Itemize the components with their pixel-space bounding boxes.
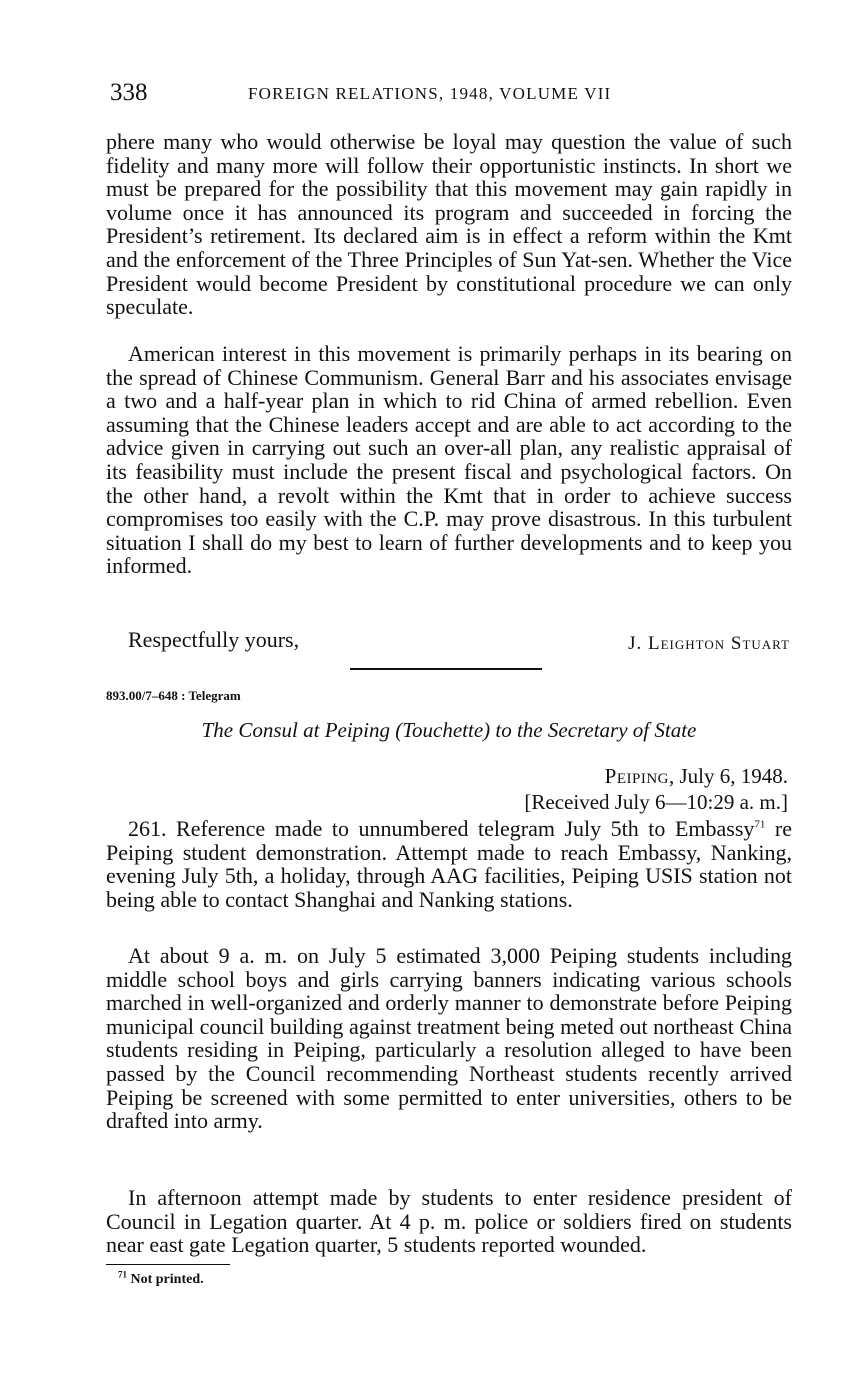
- dateline-place: Peiping: [604, 764, 669, 788]
- body-paragraph-american-interest: American interest in this movement is primarily perhaps in its bearing on the spread of Chinese Communism. General Barr and his associates envisage a two and a half-year plan in which to rid China of armed rebellion. Even assuming that the Chinese leaders accept and are able to act according to the advice given in carrying out such an over-all plan, any realistic appraisal of its feasibility must include the present fiscal and psychological factors. On the other hand, a revolt within the Kmt that in order to achieve success compromises too easily with the C.P. may prove disastrous. In this turbulent situation I shall do my best to learn of further developments and to keep you informed.: [106, 341, 792, 579]
- footnote-reference-marker: 71: [754, 818, 766, 831]
- dateline-date: , July 6, 1948.: [668, 764, 788, 788]
- paragraph-text-before-reference: 261. Reference made to unnumbered telegram July 5th to Embassy: [128, 816, 755, 841]
- page-number: 338: [110, 79, 148, 106]
- footnote: [118, 1271, 204, 1289]
- body-paragraph-demonstration: At about 9 a. m. on July 5 estimated 3,000 Peiping students including middle school boys and girls carrying banners indicating various schools marched in well-organized and orderly manner to demonstrate before Peiping municipal council building against treatment being meted out northeast China students residing in Peiping, particularly a resolution alleged to have been passed by the Council recommending Northeast students recently arrived Peiping be screened with some permitted to enter universities, others to be drafted into army.: [106, 943, 792, 1134]
- footnote-marker: 71: [118, 1269, 127, 1280]
- file-reference: 893.00/7–648 : Telegram: [106, 688, 241, 703]
- body-paragraph-continuation: phere many who would otherwise be loyal may question the value of such fidelity and many more will follow their opportunistic instincts. In short we must be prepared for the possibility that this movement may gain rapidly in volume once it has announced its program and succeeded in forcing the President’s retirement. Its declared aim is in effect a reform within the Kmt and the enforcement of the Three Principles of Sun Yat-sen. Whether the Vice President would become President by constitutional procedure we can only speculate.: [106, 129, 792, 320]
- closing-signature: J. Leighton Stuart: [628, 633, 790, 654]
- letter-closing: [106, 627, 792, 655]
- page-header: [110, 78, 790, 108]
- dateline: [420, 764, 788, 788]
- document-title: The Consul at Peiping (Touchette) to the Secretary of State: [201, 718, 697, 742]
- body-paragraph-afternoon: In afternoon attempt made by students to enter residence president of Council in Legation quarter. At 4 p. m. police or soldiers fired on students near east gate Legation quarter, 5 students reported wounded.: [106, 1185, 792, 1258]
- running-head: FOREIGN RELATIONS, 1948, VOLUME VII: [248, 84, 612, 103]
- section-divider: [350, 668, 542, 670]
- received-line: [Received July 6—10:29 a. m.]: [524, 790, 788, 814]
- body-paragraph-telegram-261: [106, 817, 792, 911]
- footnote-divider: [106, 1264, 230, 1265]
- paragraph-text-after-reference: re Peiping student demonstration. Attempt made to reach Embassy, Nanking, evening July 5th, a holiday, through AAG facilities, Peiping USIS station not being able to contact Shanghai and Nanking stations.: [106, 816, 793, 912]
- closing-salutation: Respectfully yours,: [128, 627, 300, 652]
- footnote-text: Not printed.: [127, 1272, 204, 1287]
